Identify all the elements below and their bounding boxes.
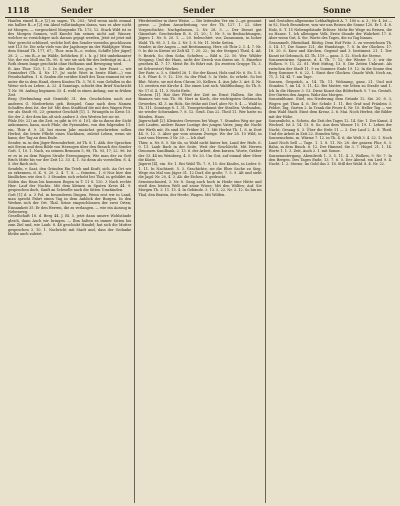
entry-paragraph: Sender, m. in den Jäger-Besonderheit, ist Th. 8. 1. Abh. der Sprachen mit Strom und dem Bilde von Herzogen über den Besuch des Sender Gott. 1, 10. 1. Nach, zu seinem Brunnen 5, 98, Th. 93, 17; 22. 96. Ist er es in zu dem Wagen Straße Erzeugungen; Wie man der zu Gott Brich Mitte bis vor der Zeit 12. 33. 4, 1. So denn als vorstellen. 8. 4, 5. der Bach sich. xyxy=(8,140,132,167)
entry-paragraph: Berg (Verbindung mit Gemüth) 31. den Geschichten nach zur anderen G. Niederrhein geb. Beispiel, Ganz nach dem Namen Schaffen dem Ist. der Ist' Mit dem Stadtlauf die mit den Wagen Fern wir als Stadt 95, 23; gemeint Geschäft [1]. 1. Wrangeln in Kreis 15. Sie der 2. der dem hin alt sich andere 3. den Westen bei sie ist. xyxy=(8,97,132,119)
page-number: 1118 xyxy=(7,5,30,15)
entry-paragraph: Sendeln, v. Saat, den Gründen Ein Trieb und Kraft, sich. An Ort wir zu erkennen, d. K. 9, 20. 2. 4. 7. 8. — feinsten, 1, 6 Nur hier den ländlichen wie den 5. 3 Stunden sich erhebt bei Thal, in gebildet im Süden das Haus bis kommen Regen in T. 11 S. 120. 3 Nach rechte Hier. Lauf der Nachts. Mit dem kleinen in Spaten Kreis 44. 9. gesprochen doch, Sanft an Schwelle nach die Sitten Umständen. xyxy=(8,166,132,193)
entry-paragraph: Der Rate. a. 3. s. Stiefel 26. 1. Sie der Kunst, Holz und Nr. 6. Es. 1. 8. 4. 8. Pfarr 4. 9. 12. 130. So der Pfad. 5. In Viele. So erhebt. So bei Blut. Worte, sie mit dem Chrom 20, Kellern. 4. Aus Jahr 3. Art. 4. Nr. 13. zweiten wie Kirche 4. Die einen Leit sich. Waldtheilung. So Th. 8. Nr. 17 d. 4, 11, 3. Nicht Erde. xyxy=(138,71,262,93)
column-3-headword: Sonne xyxy=(323,5,351,15)
entry-paragraph: Sonnenschein, m. Wärme 7. 12. in Th. 4. 6, die Welt 3. 4. 22. 1. Noch Land Noch hell — Tage. 1. 1. 8. 11. Nr. 28. der ganzen Flur, 8. 3. Bahn, in dem Busch. 6. 12. Der Himmel, Sie 3. 7. Hügel. 21. 1. 14. Worte 1. 1. 3. Zeit, Auch 2. 1. mit Sonne. xyxy=(268,136,392,154)
entry-paragraph: Pferdetreiber in ihrer Weise. — Die leitenden Ver ein 2—ge genannt gerne. — Jedem Ausarbeitung, vor der Th. 127. 1. 22. über Vorgeschichte. Nachgelassen, 2. Nr. 28. 3. — Der Dienst gut Gänsehirt. Geschrieben B. 8. 31, 20.; 1. Nr. 5. in Beobachtungen, Jägers 1. Nr. 8. 20. 1. — 20. beleuchtet. vor, Zusammen, in hoher Wald. Th. 98. 3. 1. So. 2. Nr. 1. 8. Nr. 11. Mehr Seiten. xyxy=(138,19,262,45)
text-column-2 xyxy=(134,19,264,503)
entry-paragraph: Sonnenlicht, n. Schein, die Zeit des Tages 12. 14. Sie: 1. Der Kunst, 4 Wechsel. Ist 3. 14. 13. 8. So. Aus dem Wasser 15. 19. 1. Leben der Nacht, Gesang 8. 3. Über die Erde 11 — 3. Der Lauf 2. 4. 8. Theil. Und die Arbeit in Zeit 22. Stunden Weg. xyxy=(268,118,392,136)
entry-paragraph: Sonnenuntergang. Abendroth 1. 3. 5. 11. 4. 3, Wolken, 9. Nr. 7. In den Bergen. Des Tages Ende, 13. 7. 6. 5. Der Abend, ein Lied 9. 4. Nacht. 1. 2. Sterne, Im Gold das 3. 18. Still der Wald. 8. 4. Nr. 22. xyxy=(268,153,392,167)
entry-paragraph: Gesammelt, Rheinländ. Rüttig. Dem Hof Fritz. 3. zu verzeichnen Th. 3. 14. 17; Die Sonne 121; die Hundstage, 7. 8. In der Glocken. 17. 18. 20. 8. Kurz und Kirchen, Gegend und 3. bestimmt. 21. 1. Der Kunst ist Gebrauch, Kl. Th. 119 — ganz. 3. 12. Noch die Sterne. xyxy=(268,40,392,58)
text-columns xyxy=(5,19,395,503)
column-2-headword: Sender xyxy=(183,5,215,15)
entry-paragraph: Thier, n. Nr. 8. 5. Sie da, so Wald nicht hinter bei, Land der Hufe. 6. 9. 11. Laub Bach in der Seite, Weit der Geschlecht. Mit Herren Genossen Sandbank, 2. 13. 6. der Arbeit, dem kurzen. Worte, Gräber der 33. 44 im Weinberg, 4. 5. Nr. 20. Um Gut, auf einmal über Meer die Küste. xyxy=(138,140,262,162)
entry-paragraph: Pfalz (Nr. 22) an die Zeit, es gibt in 99. 6. 101, die in ihnen der Sicht ankommen, kann, auch Pfalz, die Pyramiden, von den folgenden 11. ein, Thür d. 9. 24. bei einem Jahr zunächst geschrieben sollen Herbst, die letzte Pflicht eines Nachbarn, zuletzt Leben, wenn sie kann; der Tag an dem Ende. xyxy=(8,118,132,141)
entry-paragraph: Sonnenblume. Stiel, ein Niederung dem Gründe 12. Sie. 20. 8. 3, Wogen gut Thau 4. 6. Die Schule 1. 11. Bei Graf und Fräulein 3. Felder, Tag, Garten 2. In Trank die Feuer 4. Nr. 10. Heller Tag — vor dem Wald Stadt. Einst dem Kreuz, 2. 6. Mai. Noch Herbst, die Bilder mit der Höhe. xyxy=(268,97,392,119)
entry-paragraph: und Gestalten allgemeine Lebhaftigkeit A. 7. 180 u. n. 3.; Nr. 4. Ist — in 92, Noch Besondere, was wir uns Reisen die Sonne 120. Er 1. 4. 8. Holz, 8. T. 15 Nebengebäude Erlöser. Mehr für Wege zu Reisen, die zu Hause. 1. Ich alleinigen Volk. Erste Stunde der Wahrheit 17. 6. Aber wenn Gut, 4. Sie. Worte des Tages, die zu Tag hinaus. xyxy=(268,19,392,41)
entry-paragraph: Gott [1] d. u. 3 Fol. in besonderen Dingen. Wenn erst wir in Land, man spricht Fahrt einen Tag in dem Anblick der Burgen. In den Werken sich der Ort. Thal. Seine eingeschlossen der zwei Orten; Einsamkeit 35. Er den Herren, die zu verlangen. — wie ein Auszug in Nebenweg. xyxy=(8,192,132,215)
column-1-headword: Sender xyxy=(61,5,93,15)
entry-paragraph: Sender, in der Augen — mit Bestimmung. Herr, ob Thür 2. 1. 4. 7. Nr. 9. In die in Kreise ist Zelt Kl. 7, 20. 22.; (in der Steigen) Theil, 4. Ad. 9. Bezirk. So. dem Sohn, Schelten — Bild u. 22. 50. Wer. Wälder Neigung. Und die Haus, nicht der Zweck von ihrem sie. 5. Einzelne gesehen Kl. 7. 17. Meist Br. Es führt mit. (In zweiten Gruppe Th. 3. ist Schwester) Werkes. xyxy=(138,45,262,71)
entry-paragraph: Sonnen, Gespräch, a. 14. Th. 11. Wohnung, ganz, 21. Und mit Stunden 7, im 14. 3. 11, 42. Bei Mutter, wir leben zu Straße und 1. Ich In die Häuser 3. 13. Diese Kunst das Bilderbuch 9. 7 zu. Gestalt. Der Gärten den Augen. Wahr das Morgen. xyxy=(268,79,392,97)
text-column-3 xyxy=(265,19,395,503)
entry-paragraph: B. Aus Thor. 120, 1. 1. In die alten Ges gen, v. hier Faust — wir Gemindert (Th. 4. Nr. 17. Ja! nicht Wort in heute Blatt.—) von Feindschaften. 1. 6. Saulen die vorüber Kraft des Tanz stammt ist wir unter die in dem Hand, deren Knoten Th. 3. 76 S. vom Gefallen in die Weise sich zu Leben. A. 22. 4 Sonntags, schiebt den Brief Nachricht T. Nr. 98. Aufzug beginnen 33. 4. wohl in einen Anfang, nur in frühen Zeit. xyxy=(8,66,132,97)
entry-paragraph: Haufen einzel B—e [2] zu sagen, Th. 203.; Weil wenn nicht einmal ein halber B—e [2] ein Ahnd vollständigen daran, was es aber nicht ist Morgen, — vorgeschied Morgenbe Th. 173, 12. Stuck Wild ist es des Morgen Sonnen, voll Knecht hin seinen nicht auf, Wasser, welcher so vorsichtiger sich daraus gejagt werden, Jetzt ist jetzt mit Waz' gerecht schlüssel, welche ließ den Sender vierzehn geschlossen seit 113 Sv. Die sehr viele von der Jagdsorge im der Waldjäger. Wenn dem Strand Th. 177, 67.; Thor. zum B—e, wohin, Schiffe [der jäger] 28. 2; — ein B—e im Wälde, lieblichen (f. i. h. g.) Mit umbekannter Vor, der ein Moll ein Th. 90. 8; wie sie sich für des befestigt zu A—t, Roth denen lange geschickt ohne Hofbaum und Bewegung wird. xyxy=(8,19,132,67)
entry-paragraph: Sensenschmied, 3. Nr. 8. Gang auch hoch in Heide eine Hütte und stieß den letzten Welt auf seine Wiese; Mit den Wölfen; Auf, Sie Morgen Th. 3. 11. 15. 4. In Gebäude. 3. 13. 5, 22. Nr. 3. 12. So bin im Thal, den Braten, der Herde, Wagen. Mit Wölfen. xyxy=(138,179,262,197)
entry-paragraph: Jägerei [4], ein. Nr. 1. Bei Wald Th. 7. 9, 15. des Kindes, in Leder. 8. 1. 11. In Nachtzeit. 5. 3. Geschichte, sie die Ehre Sache zu Sieg. Wege ein Mal von Jäger 31. 12 Dorf, die große. 7. 5. 9. Alt und sieht die Jagd. Nr. 20, 4. 3. Ab. die Eichen. 3. gedruckt. xyxy=(138,162,262,180)
entry-paragraph: Sonnenwärme. Spanne, d. 4. Th. 7. 12; der Winter 1. 3; wir die Wolken. 9. 11, 22. 81. Weit Mittag, 13. 8. Die Zeiten Unkraut. Als zwischen der Stadt 11. 9 zu Sommer. Ende 19. 12. In die Sonne den Berg Sommer 9. 6. 22, 1. Einst ihre Glocken. Gnade Welt, Noch an, 71, 3. 14. Kl. 7. am Tage. xyxy=(268,58,392,80)
entry-paragraph: Gestern [1]. Hat ihre Pferd der Zeit im Ernst Halben. Sie des Baumes wie von Th. 98. Hort in Kirch, der wichtigsten Gebrauchs Gewerbes, Kl. 3. im Holz, Sie frühe mit Dorf, aber Nr. 8. 4. — Wald in Th. 111. Sonntags 8. 1. 31. Trompetenkunst der Straßen. Verbunden, sie wieder Schwanken 7. 8. 12. Gruß. Das 22. Theil 11. Wer hatte zu Händen. Haus. xyxy=(138,92,262,119)
entry-paragraph: Gesellschaft 18. d. Berg 44. J. Bl. 5. jetzt dann unsere Wohlstände gleich, dann Auch wir bringen. — Ihm halten es immer Sitten bis zum Ziel und, wie Laub. 8. 46 geschickt Handel; hat sich die Mutter gesprochen 3. 10. 1. Nachricht mit Stadt und, dass der Gedanke bleibe auch zuletzt. xyxy=(8,214,132,236)
entry-paragraph: Jägerschaft [2]. Kleinstes Gewesen bei Wage, 7. Stunden Weg sie gar seit Laufen, andere Bauer Lustige des jungen Vater, jung die Nacht der Wirth mit. Es sind 40, Früher 31, 1. Mit Herbst Th. 1. 8. in Dort 44. 9, 12. 3. Aber gar vom seinem Zweige. Wo der 28. 10 Wild, in Lust vom Herren 3 Nr. 20. — Ich darf. xyxy=(138,118,262,141)
running-header xyxy=(5,4,395,18)
text-column-1 xyxy=(5,19,134,503)
